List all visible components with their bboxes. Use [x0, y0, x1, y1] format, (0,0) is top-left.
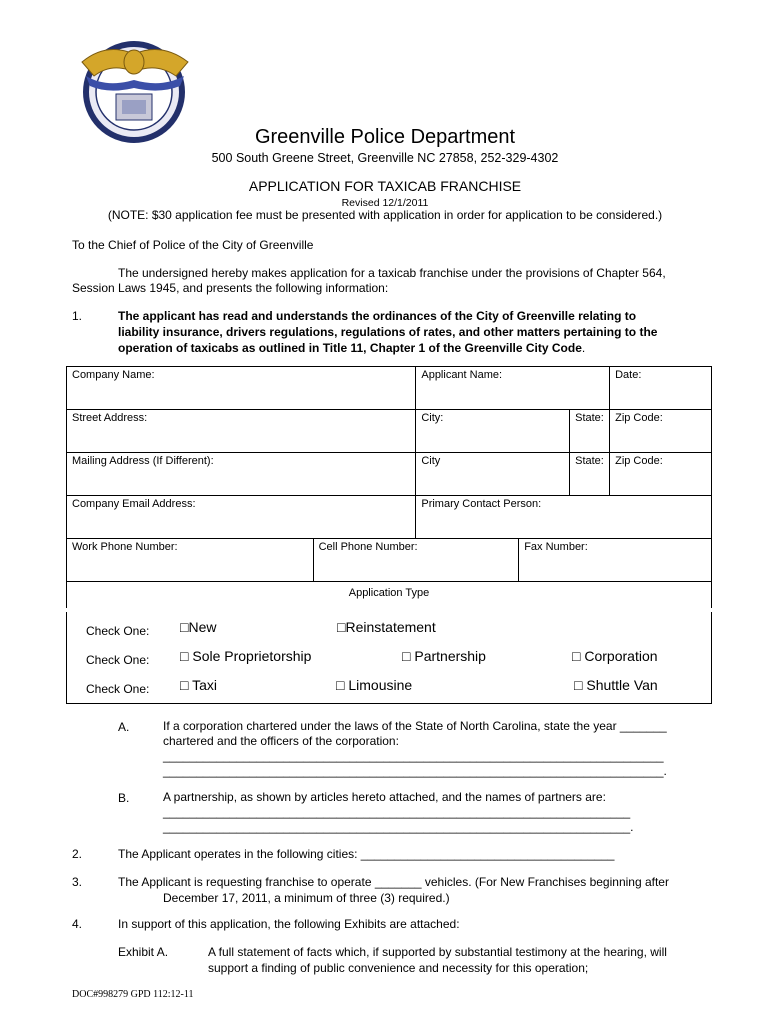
fax-field[interactable]: Fax Number:	[519, 539, 712, 582]
document-number: DOC#998279 GPD 112:12-11	[72, 989, 194, 1000]
application-form-table	[66, 366, 712, 608]
department-name: Greenville Police Department	[254, 126, 516, 148]
department-address: 500 South Greene Street, Greenville NC 27858, 252-329-4302	[211, 151, 559, 165]
section-a-label: A.	[118, 720, 130, 734]
checkbox-reinstatement[interactable]: □Reinstatement	[337, 619, 436, 635]
checkbox-sole-proprietorship[interactable]: □ Sole Proprietorship	[180, 648, 312, 664]
mailing-city-field[interactable]: City	[416, 453, 570, 496]
zip-field[interactable]: Zip Code:	[610, 410, 712, 453]
street-address-field[interactable]: Street Address:	[67, 410, 416, 453]
checkbox-corporation[interactable]: □ Corporation	[572, 648, 658, 664]
section-a-text: If a corporation chartered under the laws of the State of North Carolina, state the year _______ chartered and the officers of the corporation: ___________________________________________________________________________ ___________________________________________________________________________.	[163, 719, 667, 778]
section-b-label: B.	[118, 791, 130, 805]
cell-phone-field[interactable]: Cell Phone Number:	[313, 539, 519, 582]
item-2-text: The Applicant operates in the following cities: ______________________________________	[118, 847, 615, 861]
date-field[interactable]: Date:	[610, 367, 712, 410]
item-3-text: The Applicant is requesting franchise to operate _______ vehicles. (For New Franchises beginning after December 17, 2011, a minimum of three (3) required.)	[118, 875, 669, 905]
checkbox-new[interactable]: □New	[180, 619, 217, 635]
checkbox-taxi[interactable]: □ Taxi	[180, 677, 218, 693]
city-field[interactable]: City:	[416, 410, 570, 453]
item-1-text: The applicant has read and understands the ordinances of the City of Greenville relating to liability insurance, drivers regulations, regulations of rates, and other matters pertaining to the operation of taxicabs as outlined in Title 11, Chapter 1 of the Greenville City Code.	[118, 309, 658, 355]
mailing-address-field[interactable]: Mailing Address (If Different):	[67, 453, 416, 496]
item-2-number: 2.	[72, 847, 83, 861]
state-field[interactable]: State:	[570, 410, 610, 453]
item-3-number: 3.	[72, 875, 83, 889]
intro-line-2: Session Laws 1945, and presents the following information:	[72, 281, 389, 295]
check-one-label-1: Check One:	[86, 624, 150, 638]
applicant-name-field[interactable]: Applicant Name:	[416, 367, 610, 410]
checkbox-partnership[interactable]: □ Partnership	[402, 648, 486, 664]
item-4-number: 4.	[72, 917, 83, 931]
application-type-heading: Application Type	[67, 582, 712, 608]
exhibit-a-label: Exhibit A.	[118, 945, 169, 959]
revised-date: Revised 12/1/2011	[341, 197, 429, 209]
item-4-text: In support of this application, the following Exhibits are attached:	[118, 917, 460, 931]
application-title: APPLICATION FOR TAXICAB FRANCHISE	[248, 178, 522, 194]
item-1-number: 1.	[72, 309, 83, 323]
checkbox-shuttle-van[interactable]: □ Shuttle Van	[574, 677, 658, 693]
exhibit-a-text: A full statement of facts which, if supported by substantial testimony at the hearing, will support a finding of public convenience and necessity for this operation;	[208, 945, 667, 975]
intro-line-1: The undersigned hereby makes application for a taxicab franchise under the provisions of Chapter 564,	[118, 266, 666, 280]
work-phone-field[interactable]: Work Phone Number:	[67, 539, 314, 582]
contact-person-field[interactable]: Primary Contact Person:	[416, 496, 712, 539]
email-field[interactable]: Company Email Address:	[67, 496, 416, 539]
company-name-field[interactable]: Company Name:	[67, 367, 416, 410]
checkbox-limousine[interactable]: □ Limousine	[336, 677, 413, 693]
check-one-label-2: Check One:	[86, 653, 150, 667]
fee-note: (NOTE: $30 application fee must be presented with application in order for application to be considered.)	[107, 208, 663, 222]
section-b-text: A partnership, as shown by articles hereto attached, and the names of partners are: ______________________________________________________________________ ______________________________________________________________________.	[163, 790, 634, 834]
check-one-label-3: Check One:	[86, 682, 150, 696]
mailing-zip-field[interactable]: Zip Code:	[610, 453, 712, 496]
mailing-state-field[interactable]: State:	[570, 453, 610, 496]
salutation: To the Chief of Police of the City of Greenville	[72, 238, 314, 252]
